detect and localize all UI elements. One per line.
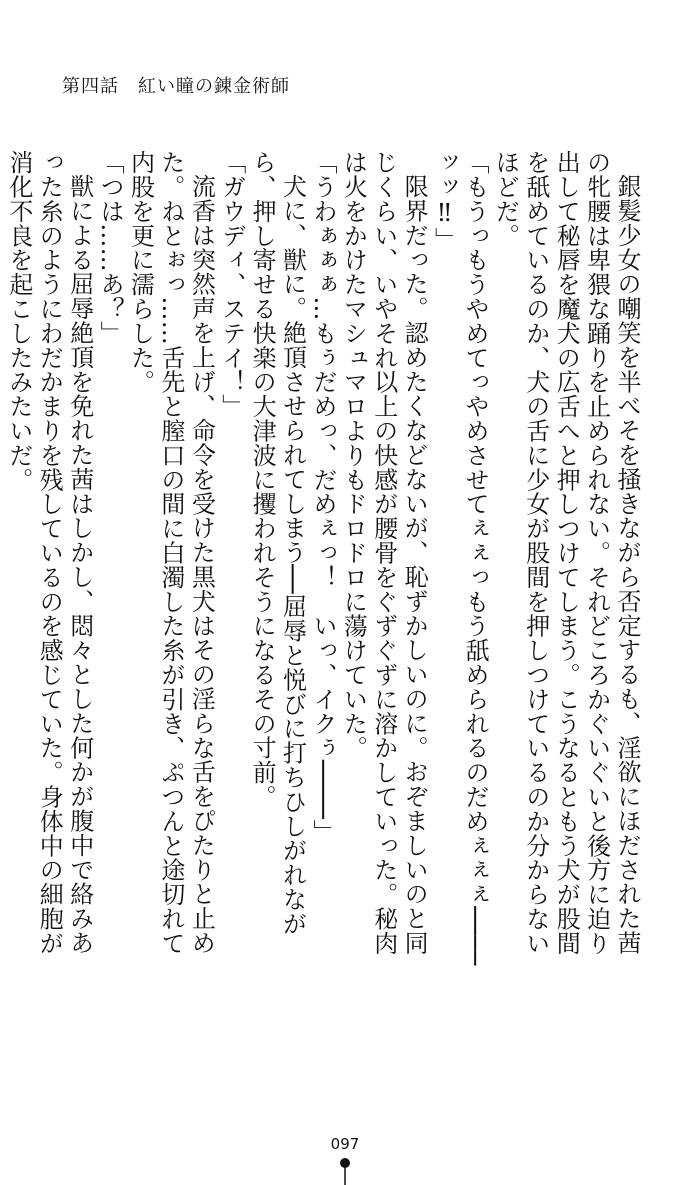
dialogue-line: 「ガウディ、ステイ！」	[217, 150, 246, 419]
paragraph: 犬に、獣に。絶頂させられてしまう──屈辱と悦びに打ちひしがれながら、押し寄せる快楽の大津波に攫われそうになるその寸前。	[248, 150, 307, 936]
paragraph: 銀髪少女の嘲笑を半べそを掻きながら否定するも、淫欲にほだされた茜の牝腰は卑猥な踊りを止められない。それどころかぐいぐいと後方に迫り出して秘唇を魔犬の広舌へと押しつけてしまう。こうなるともう犬が股間を舐めているのか、犬の舌に少女が股間を押しつけているのか分からないほどだ。	[491, 150, 641, 956]
dialogue-line: 「もうっもうやめてっやめさせてぇぇっもう舐められるのだめぇぇぇ────ッッ‼」	[430, 150, 489, 966]
paragraph: 獣による屈辱絶頂を免れた茜はしかし、悶々とした何かが腹中で絡みあった糸のようにわだかまりを残しているのを感じていた。身体中の細胞が消化不良を起こしたみたいだ。	[4, 150, 94, 956]
page-number: 097	[330, 1135, 360, 1153]
page-marker-icon	[339, 1158, 351, 1185]
dialogue-line: 「つは……あ？」	[96, 150, 125, 346]
paragraph: 流香は突然声を上げ、命令を受けた黒犬はその淫らな舌をぴたりと止めた。ねとぉっ……舌先と膣口の間に白濁した糸が引き、ぷつんと途切れて内股を更に濡らした。	[126, 150, 216, 956]
body-text	[4, 150, 642, 970]
dialogue-line: 「うわぁぁぁ…もぅだめっ、だめぇっ！ いっ、イクぅ────」	[308, 150, 337, 844]
paragraph: 限界だった。認めたくなどないが、恥ずかしいのに。おぞましいのと同じくらい、いやそれ以上の快感が腰骨をぐずぐずに溶かしていった。秘肉は火をかけたマシュマロよりもドロドロに蕩けていた。	[339, 150, 429, 956]
chapter-title: 第四話 紅い瞳の錬金術師	[62, 76, 290, 97]
